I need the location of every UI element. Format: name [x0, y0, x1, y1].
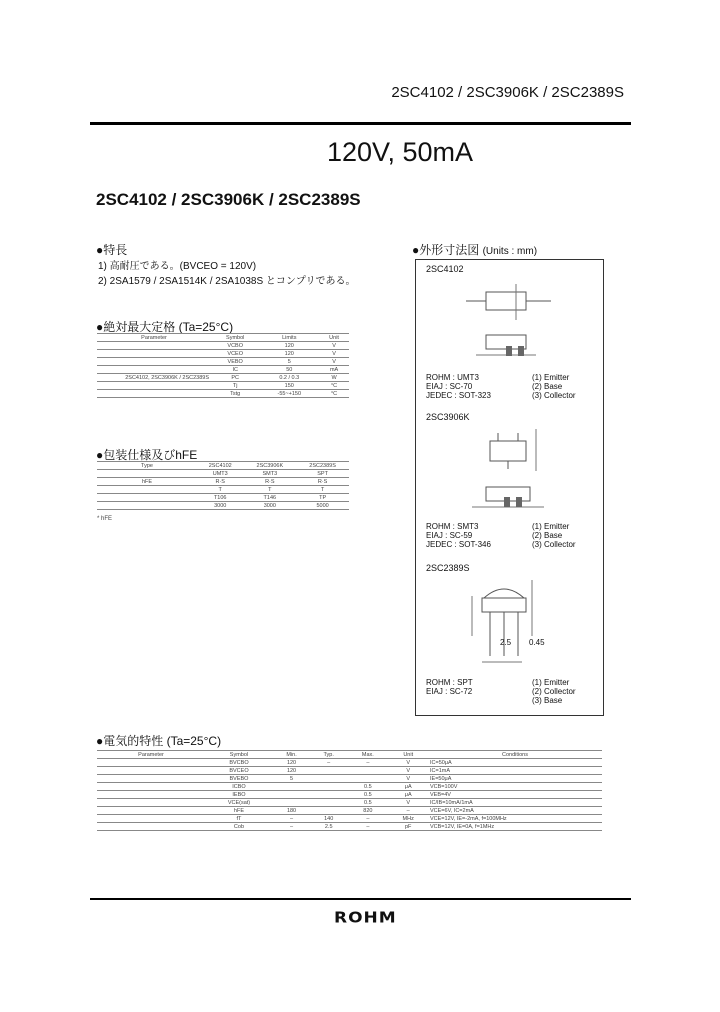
- table-header: 2SC2389S: [296, 462, 349, 470]
- table-row: BVCBO 120 – – V IC=50μA: [97, 759, 602, 767]
- header-rule: [90, 122, 631, 125]
- table-header: Conditions: [428, 751, 602, 759]
- dims-units: (Units : mm): [482, 246, 538, 257]
- pkg3-dim-b: 0.45: [529, 638, 545, 647]
- table-header: Typ.: [310, 751, 347, 759]
- pkg3-dim-a: 2.5: [500, 638, 512, 647]
- rohm-logo: ROHM: [334, 909, 397, 927]
- table-header: Min.: [273, 751, 310, 759]
- table-row: hFE R·S R·S R·S: [97, 478, 349, 486]
- table-row: VCE(sat) 0.5 V IC/IB=10mA/1mA: [97, 799, 602, 807]
- pkg2-pins: (1) Emitter (2) Base (3) Collector: [532, 522, 576, 549]
- dims-title-text: ●外形寸法図: [412, 243, 480, 257]
- table-row: fT – 140 – MHz VCE=12V, IE=-2mA, f=100MHz: [97, 815, 602, 823]
- features-title: ●特長: [96, 243, 128, 257]
- table-row: UMT3 SMT3 SPT: [97, 470, 349, 478]
- pkg3-pins: (1) Emitter (2) Collector (3) Base: [532, 678, 576, 705]
- part-title: 2SC4102 / 2SC3906K / 2SC2389S: [96, 190, 361, 209]
- pkg2-name: 2SC3906K: [426, 412, 470, 422]
- table-header: Symbol: [211, 334, 259, 342]
- table-header: Type: [97, 462, 197, 470]
- table-row: VCBO 120 V: [97, 342, 349, 350]
- footer-rule: [90, 898, 631, 900]
- hfe-title: ●包装仕様及びhFE: [96, 448, 198, 462]
- pkg3-drawing: [460, 576, 550, 671]
- table-header: 2SC3906K: [243, 462, 296, 470]
- table-row: Tj 150 °C: [97, 382, 349, 390]
- elec-table: [97, 750, 602, 831]
- pkg1-name: 2SC4102: [426, 264, 464, 274]
- pkg1-drawing: [456, 280, 566, 368]
- table-row: IEBO 0.5 μA VEB=4V: [97, 791, 602, 799]
- abs-max-table: [97, 333, 349, 398]
- feature-item-2: 2) 2SA1579 / 2SA1514K / 2SA1038S とコンプリである。: [98, 276, 356, 287]
- table-row: 3000 3000 5000: [97, 502, 349, 510]
- table-row: Cob – 2.5 – pF VCB=12V, IE=0A, f=1MHz: [97, 823, 602, 831]
- abs-max-title: ●絶対最大定格 (Ta=25°C): [96, 320, 234, 334]
- table-header: Unit: [388, 751, 428, 759]
- pkg2-info: ROHM : SMT3 EIAJ : SC-59 JEDEC : SOT-346: [426, 522, 491, 549]
- table-header: Unit: [319, 334, 349, 342]
- table-header: Max.: [347, 751, 388, 759]
- table-row: 2SC4102, 2SC3906K / 2SC2389S PC 0.2 / 0.3 W: [97, 374, 349, 382]
- table-row: VEBO 5 V: [97, 358, 349, 366]
- elec-title: ●電気的特性 (Ta=25°C): [96, 734, 222, 748]
- table-row: BVEBO 5 V IE=50μA: [97, 775, 602, 783]
- pkg3-info: ROHM : SPT EIAJ : SC-72: [426, 678, 473, 696]
- table-row: T106 T146 TP: [97, 494, 349, 502]
- table-header: Symbol: [205, 751, 273, 759]
- table-row: T T T: [97, 486, 349, 494]
- table-row: BVCEO 120 V IC=1mA: [97, 767, 602, 775]
- rating-title: 120V, 50mA: [326, 137, 474, 167]
- pkg1-info: ROHM : UMT3 EIAJ : SC-70 JEDEC : SOT-323: [426, 373, 491, 400]
- table-header: Parameter: [97, 751, 205, 759]
- header-part-numbers: 2SC4102 / 2SC3906K / 2SC2389S: [391, 84, 624, 101]
- hfe-table: [97, 461, 349, 510]
- pkg3-name: 2SC2389S: [426, 563, 470, 573]
- table-row: IC 50 mA: [97, 366, 349, 374]
- table-row: ICBO 0.5 μA VCB=100V: [97, 783, 602, 791]
- pkg2-drawing: [456, 425, 566, 515]
- dims-title: [412, 241, 537, 258]
- table-header: 2SC4102: [197, 462, 243, 470]
- table-row: VCEO 120 V: [97, 350, 349, 358]
- feature-item-1: 1) 高耐圧である。(BVCEO = 120V): [98, 261, 257, 272]
- pkg1-pins: (1) Emitter (2) Base (3) Collector: [532, 373, 576, 400]
- hfe-note: * hFE: [97, 516, 113, 522]
- table-row: Tstg -55~+150 °C: [97, 390, 349, 398]
- table-header: Limits: [259, 334, 319, 342]
- table-row: hFE 180 820 – VCE=6V, IC=2mA: [97, 807, 602, 815]
- dimensions-box: [415, 259, 604, 716]
- table-header: Parameter: [97, 334, 211, 342]
